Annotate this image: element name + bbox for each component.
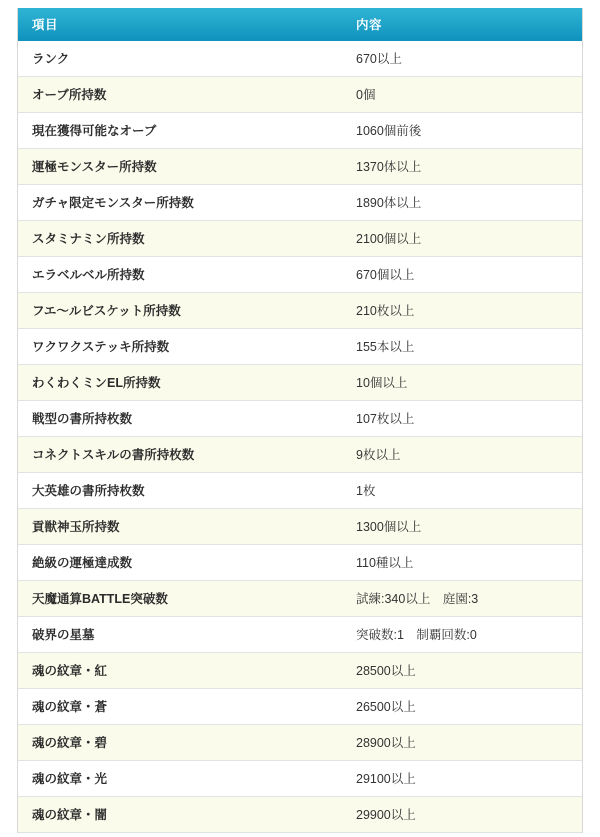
row-item-value: 1300個以上	[342, 509, 582, 545]
table-row	[18, 761, 582, 797]
table-body	[18, 41, 582, 833]
row-item-label: ワクワクステッキ所持数	[18, 329, 342, 365]
row-item-label: エラベルベル所持数	[18, 257, 342, 293]
row-item-label: 戦型の書所持枚数	[18, 401, 342, 437]
table-row	[18, 185, 582, 221]
row-item-label: 絶級の運極達成数	[18, 545, 342, 581]
account-spec-table	[18, 8, 582, 833]
row-item-value: 29100以上	[342, 761, 582, 797]
row-item-label: フエ〜ルビスケット所持数	[18, 293, 342, 329]
row-item-label: 貢獣神玉所持数	[18, 509, 342, 545]
row-item-value: 1890体以上	[342, 185, 582, 221]
table-row	[18, 293, 582, 329]
table-row	[18, 437, 582, 473]
table-header	[18, 8, 582, 41]
table-row	[18, 473, 582, 509]
row-item-label: ガチャ限定モンスター所持数	[18, 185, 342, 221]
row-item-value: 670個以上	[342, 257, 582, 293]
row-item-label: 現在獲得可能なオーブ	[18, 113, 342, 149]
table-row	[18, 257, 582, 293]
table-row	[18, 509, 582, 545]
table-row	[18, 77, 582, 113]
row-item-value: 107枚以上	[342, 401, 582, 437]
row-item-value: 10個以上	[342, 365, 582, 401]
table-row	[18, 221, 582, 257]
row-item-value: 210枚以上	[342, 293, 582, 329]
table-row	[18, 113, 582, 149]
row-item-value: 1370体以上	[342, 149, 582, 185]
table-row	[18, 41, 582, 77]
table-row	[18, 401, 582, 437]
row-item-value: 155本以上	[342, 329, 582, 365]
table-row	[18, 365, 582, 401]
table-row	[18, 149, 582, 185]
table-row	[18, 329, 582, 365]
table-row	[18, 617, 582, 653]
row-item-label: 魂の紋章・碧	[18, 725, 342, 761]
row-item-label: わくわくミンEL所持数	[18, 365, 342, 401]
spec-table-container	[17, 8, 583, 833]
row-item-label: 運極モンスター所持数	[18, 149, 342, 185]
row-item-value: 26500以上	[342, 689, 582, 725]
row-item-label: スタミナミン所持数	[18, 221, 342, 257]
row-item-value: 670以上	[342, 41, 582, 77]
row-item-value: 110種以上	[342, 545, 582, 581]
row-item-value: 1枚	[342, 473, 582, 509]
row-item-value: 突破数:1 制覇回数:0	[342, 617, 582, 653]
row-item-value: 28900以上	[342, 725, 582, 761]
row-item-label: 魂の紋章・光	[18, 761, 342, 797]
row-item-value: 2100個以上	[342, 221, 582, 257]
column-header-item: 項目	[18, 8, 342, 41]
row-item-value: 試練:340以上 庭園:3	[342, 581, 582, 617]
table-row	[18, 653, 582, 689]
table-row	[18, 725, 582, 761]
bottom-spacer	[0, 833, 600, 837]
table-row	[18, 581, 582, 617]
table-row	[18, 545, 582, 581]
table-row	[18, 797, 582, 833]
row-item-value: 0個	[342, 77, 582, 113]
row-item-label: 魂の紋章・蒼	[18, 689, 342, 725]
row-item-value: 1060個前後	[342, 113, 582, 149]
table-header-row	[18, 8, 582, 41]
row-item-label: 天魔通算BATTLE突破数	[18, 581, 342, 617]
row-item-label: ランク	[18, 41, 342, 77]
row-item-label: 大英雄の書所持枚数	[18, 473, 342, 509]
column-header-value: 内容	[342, 8, 582, 41]
row-item-value: 29900以上	[342, 797, 582, 833]
row-item-value: 28500以上	[342, 653, 582, 689]
row-item-label: コネクトスキルの書所持枚数	[18, 437, 342, 473]
row-item-label: 魂の紋章・闇	[18, 797, 342, 833]
table-row	[18, 689, 582, 725]
row-item-label: オーブ所持数	[18, 77, 342, 113]
row-item-label: 破界の星墓	[18, 617, 342, 653]
row-item-label: 魂の紋章・紅	[18, 653, 342, 689]
row-item-value: 9枚以上	[342, 437, 582, 473]
